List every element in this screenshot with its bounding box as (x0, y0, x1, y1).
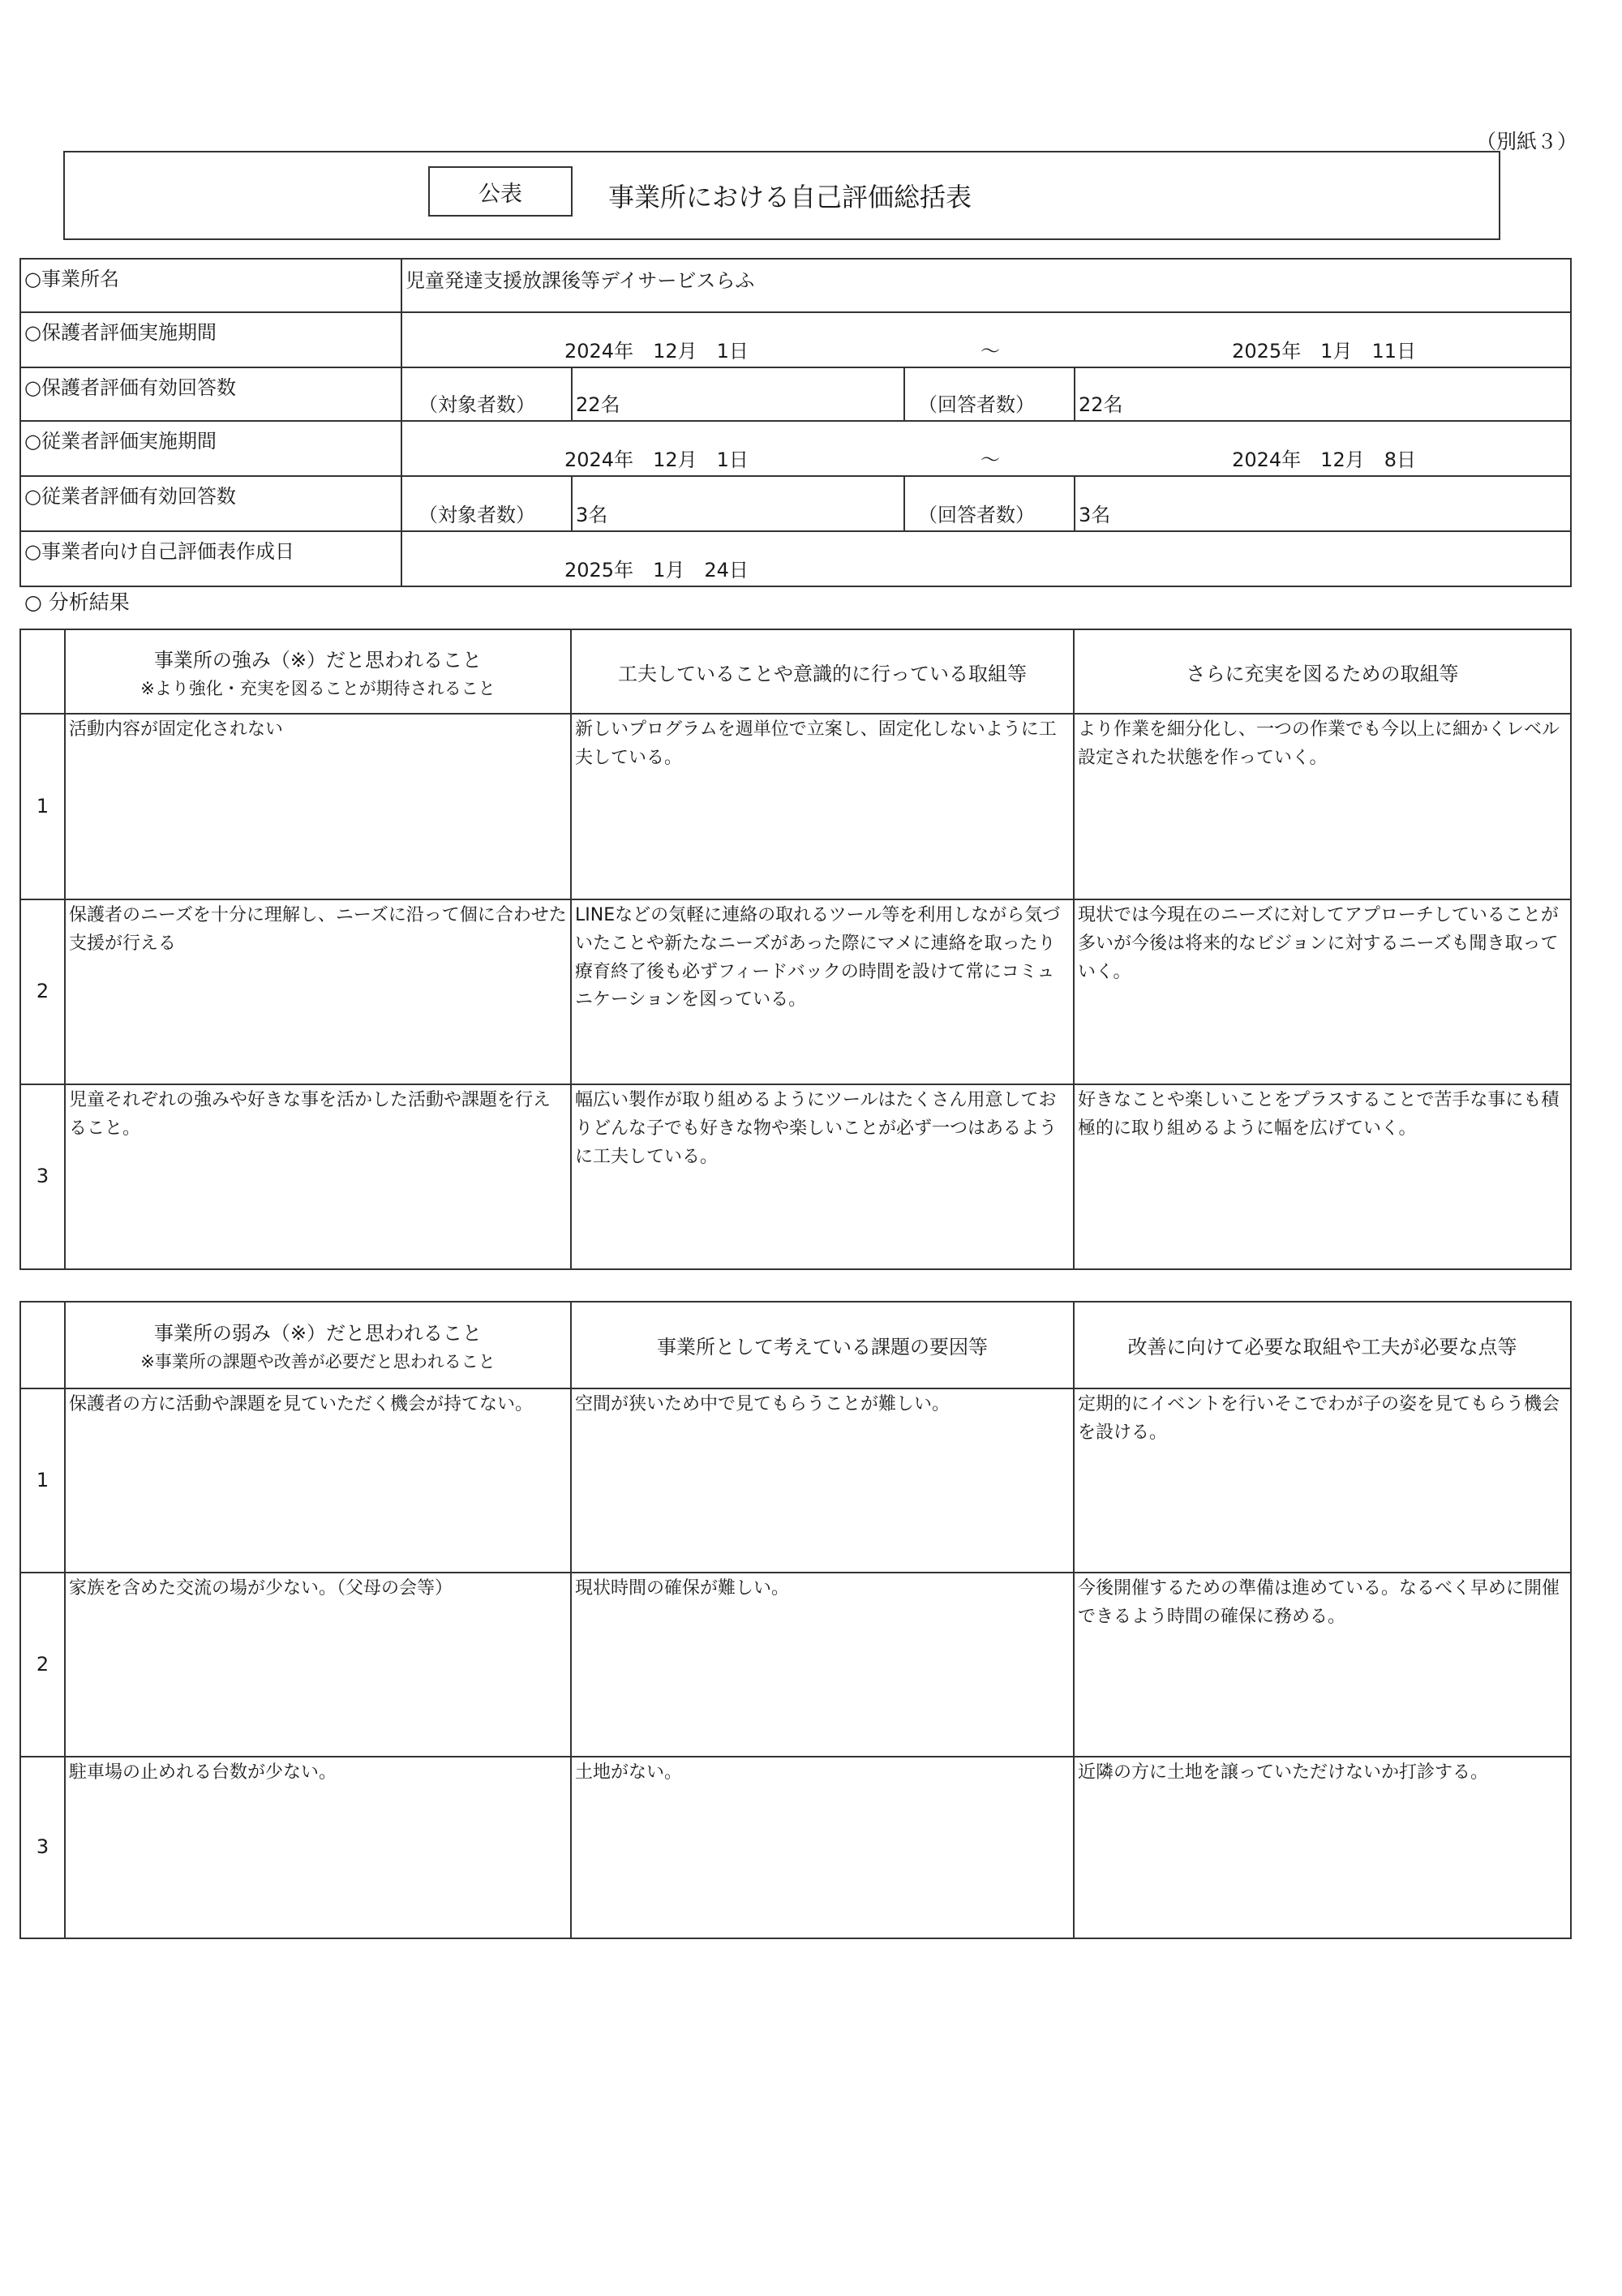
strengths-header-col2: 工夫していることや意識的に行っている取組等 (571, 629, 1074, 714)
staff-respondent-label: （回答者数） (904, 476, 1075, 531)
improvement-cell: 定期的にイベントを行いそこでわが子の姿を見てもらう機会を設ける。 (1074, 1388, 1571, 1573)
weakness-cell: 駐車場の止めれる台数が少ない。 (65, 1757, 571, 1938)
staff-period-tilde: ～ (980, 448, 1000, 471)
staff-period-start: 2024年 12月 1日 (564, 448, 749, 471)
guardian-period-tilde: ～ (980, 340, 1000, 363)
guardian-period-label: ○保護者評価実施期間 (20, 312, 401, 367)
office-name-label: ○事業所名 (20, 259, 401, 312)
weakness-cell: 家族を含めた交流の場が少ない。（父母の会等） (65, 1573, 571, 1757)
strengths-header-col3: さらに充実を図るための取組等 (1074, 629, 1571, 714)
strength-cell: 保護者のニーズを十分に理解し、ニーズに沿って個に合わせた支援が行える (65, 899, 571, 1084)
staff-period (402, 444, 1570, 472)
enhancement-cell: より作業を細分化し、一つの作業でも今以上に細かくレベル設定された状態を作っていく。 (1074, 714, 1571, 899)
staff-target-value: 3名 (572, 476, 904, 531)
weaknesses-header-col3: 改善に向けて必要な取組や工夫が必要な点等 (1074, 1302, 1571, 1388)
guardian-period (402, 335, 1570, 363)
weakness-cell: 保護者の方に活動や課題を見ていただく機会が持てない。 (65, 1388, 571, 1573)
info-row-guardian-responses (20, 367, 1571, 421)
staff-target-label: （対象者数） (401, 476, 572, 531)
table-row (20, 1573, 1571, 1757)
weaknesses-header-num (20, 1302, 65, 1388)
guardian-respondent-value: 22名 (1075, 367, 1571, 421)
guardian-responses-label: ○保護者評価有効回答数 (20, 367, 401, 421)
table-row (20, 714, 1571, 899)
page-title: 事業所における自己評価総括表 (608, 182, 972, 212)
row-number: 2 (20, 1573, 65, 1757)
guardian-respondent-label: （回答者数） (904, 367, 1075, 421)
strengths-table (19, 629, 1572, 1270)
effort-cell: LINEなどの気軽に連絡の取れるツール等を利用しながら気づいたことや新たなニーズがあった際にマメに連絡を取ったり療育終了後も必ずフィードバックの時間を設けて常にコミュニケーションを図っている。 (571, 899, 1074, 1084)
row-number: 1 (20, 714, 65, 899)
info-row-created (20, 531, 1571, 586)
guardian-target-value: 22名 (572, 367, 904, 421)
weaknesses-header-col1 (65, 1302, 571, 1388)
row-number: 3 (20, 1757, 65, 1938)
weaknesses-header-col2: 事業所として考えている課題の要因等 (571, 1302, 1074, 1388)
row-number: 3 (20, 1084, 65, 1269)
info-row-guardian-period (20, 312, 1571, 367)
strengths-header-num (20, 629, 65, 714)
improvement-cell: 今後開催するための準備は進めている。なるべく早めに開催できるよう時間の確保に務める。 (1074, 1573, 1571, 1757)
weaknesses-table (19, 1301, 1572, 1939)
public-badge: 公表 (428, 166, 573, 217)
cause-cell: 現状時間の確保が難しい。 (571, 1573, 1074, 1757)
strengths-header-col1-main: 事業所の強み（※）だと思われること (153, 648, 483, 672)
weaknesses-header-row (20, 1302, 1571, 1388)
cause-cell: 空間が狭いため中で見てもらうことが難しい。 (571, 1388, 1074, 1573)
strengths-header-col1-sub: ※より強化・充実を図ることが期待されること (140, 678, 496, 698)
effort-cell: 幅広い製作が取り組めるようにツールはたくさん用意しておりどんな子でも好きな物や楽しいことが必ず一つはあるように工夫している。 (571, 1084, 1074, 1269)
weaknesses-header-col1-sub: ※事業所の課題や改善が必要だと思われること (140, 1352, 496, 1371)
staff-period-end: 2024年 12月 8日 (1232, 448, 1416, 471)
guardian-period-end: 2025年 1月 11日 (1232, 340, 1416, 363)
info-row-staff-responses (20, 476, 1571, 531)
strength-cell: 児童それぞれの強みや好きな事を活かした活動や課題を行えること。 (65, 1084, 571, 1269)
enhancement-cell: 現状では今現在のニーズに対してアプローチしていることが多いが今後は将来的なビジョンに対するニーズも聞き取っていく。 (1074, 899, 1571, 1084)
office-name-value: 児童発達支援放課後等デイサービスらふ (401, 259, 1571, 312)
info-row-office (20, 259, 1571, 312)
staff-responses-label: ○従業者評価有効回答数 (20, 476, 401, 531)
created-label: ○事業者向け自己評価表作成日 (20, 531, 401, 586)
strength-cell: 活動内容が固定化されない (65, 714, 571, 899)
row-number: 2 (20, 899, 65, 1084)
table-row (20, 1388, 1571, 1573)
office-info-table (19, 258, 1572, 587)
cause-cell: 土地がない。 (571, 1757, 1074, 1938)
created-date: 2025年 1月 24日 (401, 531, 1571, 586)
strengths-header-row (20, 629, 1571, 714)
guardian-period-start: 2024年 12月 1日 (564, 340, 749, 363)
strengths-header-col1 (65, 629, 571, 714)
info-row-staff-period (20, 421, 1571, 476)
table-row (20, 1084, 1571, 1269)
table-row (20, 1757, 1571, 1938)
weaknesses-header-col1-main: 事業所の弱み（※）だと思われること (153, 1322, 483, 1345)
improvement-cell: 近隣の方に土地を譲っていただけないか打診する。 (1074, 1757, 1571, 1938)
staff-period-label: ○従業者評価実施期間 (20, 421, 401, 476)
guardian-target-label: （対象者数） (401, 367, 572, 421)
table-row (20, 899, 1571, 1084)
enhancement-cell: 好きなことや楽しいことをプラスすることで苦手な事にも積極的に取り組めるように幅を広げていく。 (1074, 1084, 1571, 1269)
effort-cell: 新しいプログラムを週単位で立案し、固定化しないように工夫している。 (571, 714, 1074, 899)
staff-respondent-value: 3名 (1075, 476, 1571, 531)
row-number: 1 (20, 1388, 65, 1573)
annex-label: （別紙３） (1476, 130, 1578, 153)
analysis-label: ○ 分析結果 (24, 590, 130, 614)
